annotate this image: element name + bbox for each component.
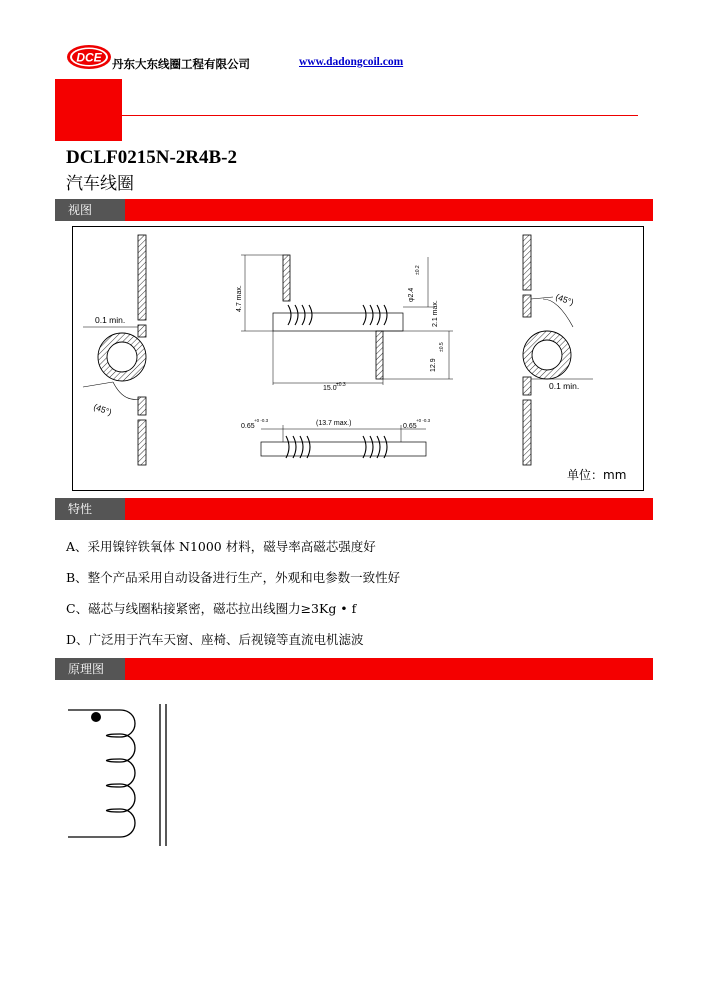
section-bar-schematic	[55, 658, 653, 680]
left-view	[83, 235, 146, 465]
section-title-features: 特性	[55, 498, 125, 520]
inductor-schematic	[60, 700, 180, 850]
section-title-schematic: 原理图	[55, 658, 125, 680]
feature-item-c: C、磁芯与线圈粘接紧密，磁芯拉出线圈力≥3Kg • f	[66, 601, 357, 616]
coil-height-label: 2.1 max.	[432, 300, 439, 327]
logo-text: DCE	[76, 50, 102, 65]
product-subtitle: 汽车线圈	[66, 174, 134, 194]
feature-item-d: D、广泛用于汽车天窗、座椅、后视镜等直流电机滤波	[66, 632, 364, 647]
polarity-dot	[91, 712, 101, 722]
coil-length-label: (13.7 max.)	[316, 420, 352, 427]
lead-height-label: 12.9	[430, 358, 437, 372]
lead-left-tol: +0 -0.3	[254, 418, 269, 423]
left-angle-label: (45°)	[92, 401, 114, 418]
header-red-block	[55, 79, 122, 141]
coil-winding	[68, 710, 135, 837]
left-gap-label: 0.1 min.	[95, 315, 126, 325]
header-divider	[122, 115, 638, 116]
lead-left-label: 0.65	[241, 423, 255, 430]
lead-right-label: 0.65	[403, 423, 417, 430]
right-view	[523, 235, 593, 465]
coil-dia-tol: ±0.2	[415, 265, 421, 275]
lead-height-tol: ±0.5	[439, 342, 445, 352]
right-angle-label: (45°)	[554, 291, 576, 308]
lead-right-tol: +0 -0.3	[416, 418, 431, 423]
drawing-svg	[73, 227, 643, 490]
dce-logo	[66, 44, 112, 70]
coil-dia-label: φ2.4	[408, 287, 415, 302]
length-label: 15.0	[323, 385, 337, 392]
website-link[interactable]: www.dadongcoil.com	[299, 56, 404, 68]
section-title-view: 视图	[55, 199, 125, 221]
right-gap-label: 0.1 min.	[549, 381, 580, 391]
technical-drawing	[72, 226, 644, 491]
feature-item-a: A、采用镍锌铁氧体 N1000 材料，磁导率高磁芯强度好	[66, 539, 376, 554]
section-bar-features	[55, 498, 653, 520]
center-bottom-view	[241, 418, 431, 458]
section-bar-view	[55, 199, 653, 221]
feature-item-b: B、整个产品采用自动设备进行生产，外观和电参数一致性好	[66, 570, 401, 585]
company-name: 丹东大东线圈工程有限公司	[112, 57, 250, 71]
height-label: 4.7 max.	[236, 285, 243, 312]
length-tol: ±0.3	[336, 382, 346, 388]
product-model: DCLF0215N-2R4B-2	[66, 147, 237, 168]
unit-label: 单位：mm	[567, 468, 627, 482]
center-side-view	[236, 255, 453, 392]
